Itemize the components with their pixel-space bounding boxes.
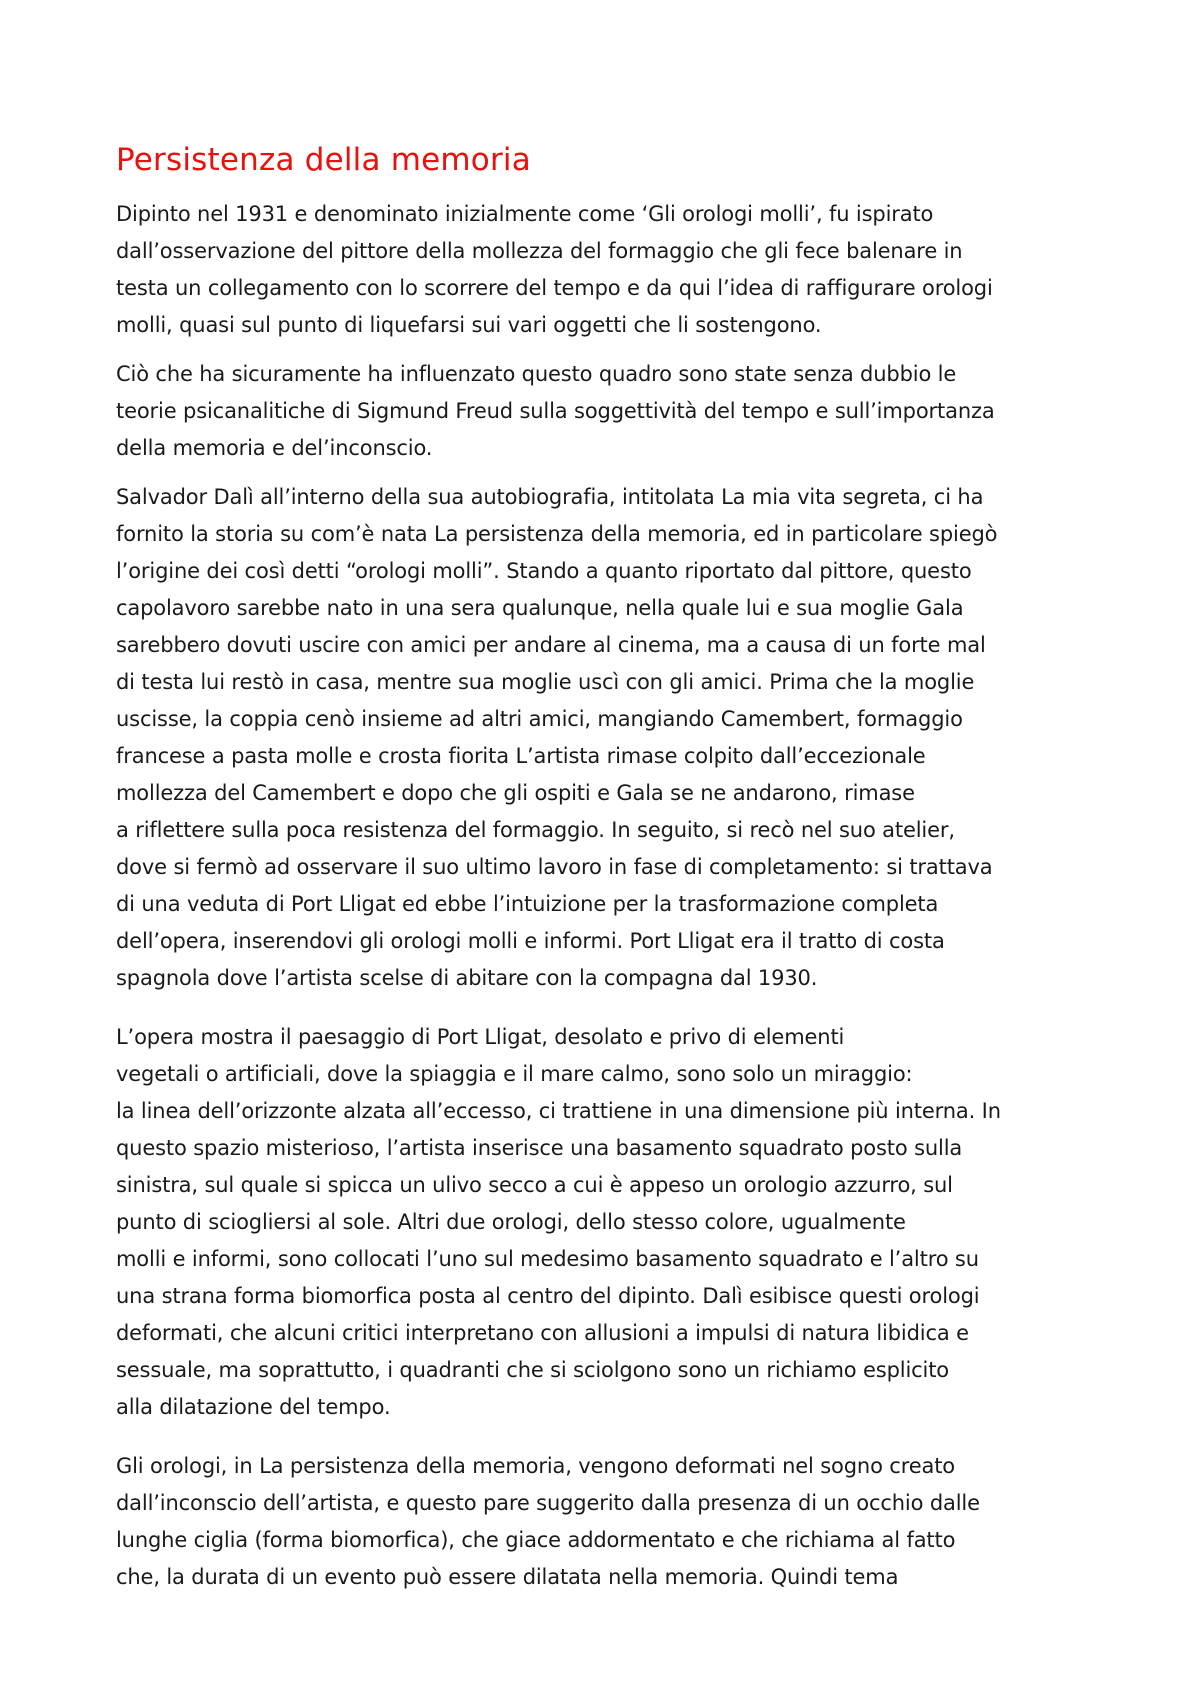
text-line: questo spazio misterioso, l’artista inserisce una basamento squadrato posto sulla	[116, 1136, 963, 1160]
text-line: Gli orologi, in La persistenza della memoria, vengono deformati nel sogno creato	[116, 1454, 955, 1478]
text-line: che, la durata di un evento può essere dilatata nella memoria. Quindi tema	[116, 1565, 899, 1589]
text-line: punto di sciogliersi al sole. Altri due orologi, dello stesso colore, ugualmente	[116, 1210, 906, 1234]
text-line: capolavoro sarebbe nato in una sera qualunque, nella quale lui e sua moglie Gala	[116, 596, 964, 620]
text-line: molli, quasi sul punto di liquefarsi sui vari oggetti che li sostengono.	[116, 313, 822, 337]
text-line: uscisse, la coppia cenò insieme ad altri amici, mangiando Camembert, formaggio	[116, 707, 963, 731]
text-line: vegetali o artificiali, dove la spiaggia e il mare calmo, sono solo un miraggio:	[116, 1062, 913, 1086]
text-line: alla dilatazione del tempo.	[116, 1395, 391, 1419]
text-line: spagnola dove l’artista scelse di abitare con la compagna dal 1930.	[116, 966, 818, 990]
text-line: della memoria e del’inconscio.	[116, 436, 433, 460]
text-line: la linea dell’orizzonte alzata all’eccesso, ci trattiene in una dimensione più interna. In	[116, 1099, 1001, 1123]
text-line: dove si fermò ad osservare il suo ultimo lavoro in fase di completamento: si trattava	[116, 855, 993, 879]
text-line: una strana forma biomorfica posta al centro del dipinto. Dalì esibisce questi orologi	[116, 1284, 980, 1308]
text-line: l’origine dei così detti “orologi molli”. Stando a quanto riportato dal pittore, questo	[116, 559, 972, 583]
text-line: L’opera mostra il paesaggio di Port Lligat, desolato e privo di elementi	[116, 1025, 845, 1049]
text-line: Dipinto nel 1931 e denominato inizialmente come ‘Gli orologi molli’, fu ispirato	[116, 202, 934, 226]
text-line: di testa lui restò in casa, mentre sua moglie uscì con gli amici. Prima che la moglie	[116, 670, 975, 694]
text-line: di una veduta di Port Lligat ed ebbe l’intuizione per la trasformazione completa	[116, 892, 939, 916]
text-line: dall’inconscio dell’artista, e questo pare suggerito dalla presenza di un occhio dalle	[116, 1491, 980, 1515]
document-title: Persistenza della memoria	[116, 142, 531, 178]
paragraph-5	[116, 1448, 1096, 1596]
text-line: Salvador Dalì all’interno della sua autobiografia, intitolata La mia vita segreta, ci ha	[116, 485, 984, 509]
document-body	[116, 140, 1096, 1608]
text-line: sarebbero dovuti uscire con amici per andare al cinema, ma a causa di un forte mal	[116, 633, 986, 657]
paragraph-1	[116, 196, 1096, 344]
text-line: dell’opera, inserendovi gli orologi molli e informi. Port Lligat era il tratto di costa	[116, 929, 945, 953]
text-line: sinistra, sul quale si spicca un ulivo secco a cui è appeso un orologio azzurro, sul	[116, 1173, 953, 1197]
text-line: Ciò che ha sicuramente ha influenzato questo quadro sono state senza dubbio le	[116, 362, 957, 386]
paragraph-4	[116, 1019, 1096, 1426]
text-line: dall’osservazione del pittore della mollezza del formaggio che gli fece balenare in	[116, 239, 963, 263]
paragraph-3	[116, 479, 1096, 997]
text-line: teorie psicanalitiche di Sigmund Freud sulla soggettività del tempo e sull’importanza	[116, 399, 995, 423]
text-line: sessuale, ma soprattutto, i quadranti che si sciolgono sono un richiamo esplicito	[116, 1358, 950, 1382]
text-line: testa un collegamento con lo scorrere del tempo e da qui l’idea di raffigurare orologi	[116, 276, 993, 300]
text-line: a riflettere sulla poca resistenza del formaggio. In seguito, si recò nel suo atelier,	[116, 818, 955, 842]
text-line: deformati, che alcuni critici interpretano con allusioni a impulsi di natura libidica e	[116, 1321, 969, 1345]
text-line: lunghe ciglia (forma biomorfica), che giace addormentato e che richiama al fatto	[116, 1528, 956, 1552]
text-line: fornito la storia su com’è nata La persistenza della memoria, ed in particolare spiegò	[116, 522, 998, 546]
paragraph-2	[116, 356, 1096, 467]
text-line: francese a pasta molle e crosta fiorita L’artista rimase colpito dall’eccezionale	[116, 744, 926, 768]
text-line: molli e informi, sono collocati l’uno sul medesimo basamento squadrato e l’altro su	[116, 1247, 979, 1271]
text-line: mollezza del Camembert e dopo che gli ospiti e Gala se ne andarono, rimase	[116, 781, 915, 805]
